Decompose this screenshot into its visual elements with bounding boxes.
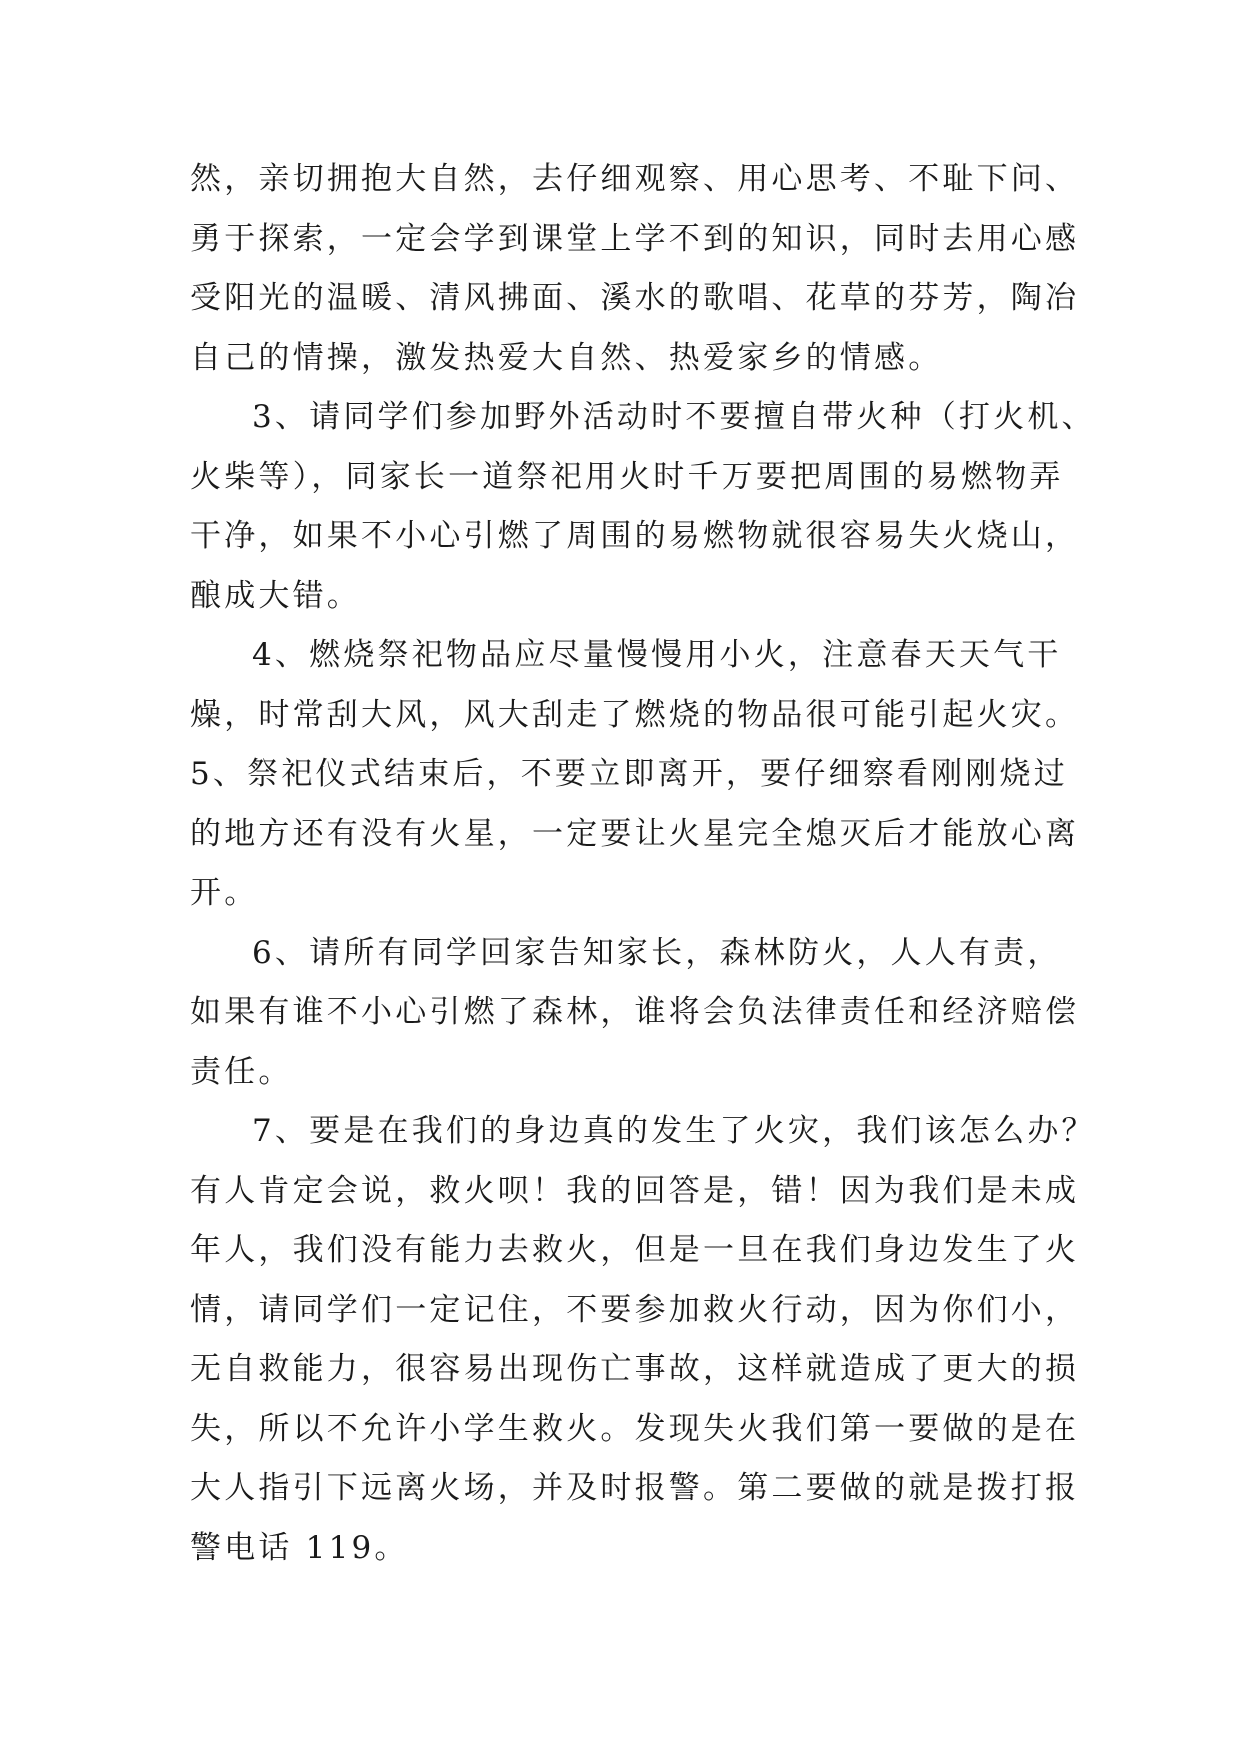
text-line: 有人肯定会说，救火呗！我的回答是，错！因为我们是未成 (190, 1172, 1080, 1209)
text-line: 责任。 (190, 1053, 293, 1090)
text-line: 4、燃烧祭祀物品应尽量慢慢用小火，注意春天天气干 (252, 637, 1062, 673)
text-line: 无自救能力，很容易出现伤亡事故，这样就造成了更大的损 (190, 1351, 1080, 1387)
text-line: 5、祭祀仪式结束后，不要立即离开，要仔细察看刚刚烧过 (190, 756, 1068, 792)
text-line: 3、请同学们参加野外活动时不要擅自带火种（打火机、 (252, 399, 1096, 435)
text-line: 自己的情操，激发热爱大自然、热爱家乡的情感。 (190, 339, 943, 376)
text-line: 7、要是在我们的身边真的发生了火灾，我们该怎么办？ (252, 1113, 1096, 1149)
text-line: 受阳光的温暖、清风拂面、溪水的歌唱、花草的芬芳，陶冶 (190, 280, 1080, 316)
text-line: 燥，时常刮大风，风大刮走了燃烧的物品很可能引起火灾。 (190, 696, 1080, 733)
text-line: 大人指引下远离火场，并及时报警。第二要做的就是拨打报 (190, 1470, 1080, 1506)
text-line: 然，亲切拥抱大自然，去仔细观察、用心思考、不耻下问、 (190, 161, 1080, 197)
text-line: 如果有谁不小心引燃了森林，谁将会负法律责任和经济赔偿 (190, 994, 1080, 1030)
text-line: 失，所以不允许小学生救火。发现失火我们第一要做的是在 (190, 1410, 1080, 1447)
document-body (190, 150, 1096, 1578)
text-line: 开。 (190, 875, 259, 911)
text-line: 火柴等），同家长一道祭祀用火时千万要把周围的易燃物弄 (190, 458, 1064, 495)
text-line: 干净，如果不小心引燃了周围的易燃物就很容易失火烧山， (190, 518, 1080, 554)
text-line: 警电话 119。 (190, 1529, 409, 1566)
text-line: 6、请所有同学回家告知家长，森林防火，人人有责， (252, 934, 1062, 971)
text-line: 酿成大错。 (190, 577, 361, 614)
text-line: 勇于探索，一定会学到课堂上学不到的知识，同时去用心感 (190, 220, 1080, 257)
text-line: 的地方还有没有火星，一定要让火星完全熄灭后才能放心离 (190, 815, 1080, 852)
text-line: 情，请同学们一定记住，不要参加救火行动，因为你们小， (190, 1291, 1080, 1328)
text-line: 年人，我们没有能力去救火，但是一旦在我们身边发生了火 (190, 1232, 1080, 1268)
